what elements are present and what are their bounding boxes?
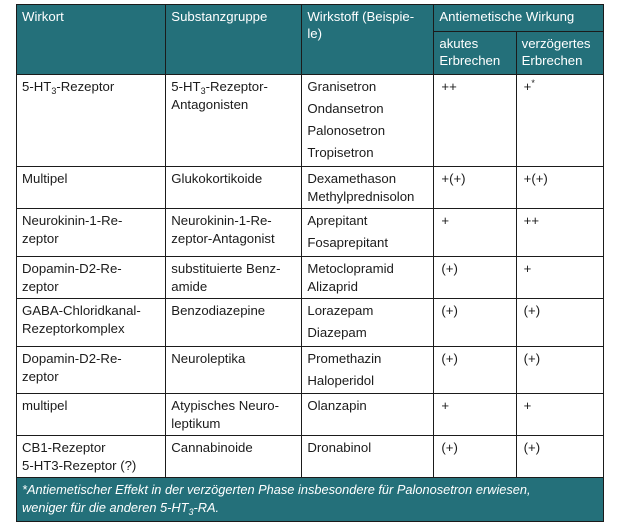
footnote-marker: *: [531, 78, 535, 88]
cell-substanzgruppe: substituierte Benz- amide: [166, 257, 302, 299]
header-akut-line1: akutes: [439, 36, 479, 51]
cell-substanzgruppe: Atypisches Neuro- leptikum: [166, 394, 302, 436]
cell-akut: +: [434, 209, 516, 257]
cell-akut: +: [434, 394, 516, 436]
cell-substanzgruppe: Neurokinin-1-Re- zeptor-Antagonist: [166, 209, 302, 257]
cell-wirkstoff: Aprepitant Fosaprepitant: [302, 209, 434, 257]
footnote-line2: weniger für die anderen $5-HT_3-RA$.: [22, 500, 220, 517]
cell-substanzgruppe: Glukokortikoide: [166, 167, 302, 209]
cell-wirkort: CB1-Rezeptor 5-HT3-Rezeptor (?): [17, 436, 166, 478]
header-akutes-erbrechen: [434, 32, 516, 75]
cell-wirkort: multipel: [17, 394, 166, 436]
cell-wirkstoff: Lorazepam Diazepam: [302, 299, 434, 347]
cell-verzoegert: +: [516, 394, 603, 436]
header-wirkstoff-line1: Wirkstoff (Beispie-: [307, 9, 415, 24]
cell-akut: (+): [434, 436, 516, 478]
cell-substanzgruppe: Benzodiazepine: [166, 299, 302, 347]
header-substanzgruppe: Substanzgruppe: [166, 5, 302, 75]
cell-wirkort: $5-HT_3$-Rezeptor: [17, 75, 166, 167]
cell-verzoegert: +: [516, 257, 603, 299]
cell-akut: (+): [434, 299, 516, 347]
cell-substanzgruppe: Cannabinoide: [166, 436, 302, 478]
header-wirkstoff-line2: le): [307, 26, 323, 41]
antiemetika-table: [16, 4, 604, 522]
cell-wirkstoff: Dexamethason Methylprednisolon: [302, 167, 434, 209]
table-header: [17, 5, 604, 75]
cell-wirkstoff: Olanzapin: [302, 394, 434, 436]
cell-wirkstoff: Dronabinol: [302, 436, 434, 478]
footnote: [17, 478, 604, 522]
table-row: [17, 436, 604, 478]
header-antiemetische-wirkung: Antiemetische Wirkung: [434, 5, 604, 32]
cell-akut: +(+): [434, 167, 516, 209]
table-row: [17, 75, 604, 167]
cell-wirkort: Dopamin-D2-Re- zeptor: [17, 347, 166, 394]
table-row: [17, 209, 604, 257]
table-row: [17, 167, 604, 209]
cell-verzoegert: (+): [516, 299, 603, 347]
cell-verzoegert: (+): [516, 436, 603, 478]
header-verz-line1: verzögertes: [521, 36, 591, 51]
header-akut-line2: Erbrechen: [439, 53, 501, 68]
header-wirkort: Wirkort: [17, 5, 166, 75]
cell-wirkort: Dopamin-D2-Re- zeptor: [17, 257, 166, 299]
footnote-line1: *Antiemetischer Effekt in der verzögerten Phase insbesondere für Palonosetron erwiesen,: [22, 482, 531, 497]
cell-wirkort: GABA-Chloridkanal- Rezeptorkomplex: [17, 299, 166, 347]
table-row: [17, 299, 604, 347]
header-verz-line2: Erbrechen: [521, 53, 583, 68]
cell-substanzgruppe: $5-HT_3-Rezeptor-$ Antagonisten: [166, 75, 302, 167]
header-wirkstoff: [302, 5, 434, 75]
table-row: [17, 347, 604, 394]
header-verzoegertes-erbrechen: [516, 32, 603, 75]
cell-verzoegert: (+): [516, 347, 603, 394]
cell-akut: (+): [434, 257, 516, 299]
cell-wirkort: Multipel: [17, 167, 166, 209]
cell-wirkstoff: Metoclopramid Alizaprid: [302, 257, 434, 299]
cell-akut: ++: [434, 75, 516, 167]
cell-wirkstoff: Granisetron Ondansetron Palonosetron Tropisetron: [302, 75, 434, 167]
antiemetika-table-container: [16, 4, 604, 522]
footnote-row: [17, 478, 604, 522]
cell-wirkort: Neurokinin-1-Re- zeptor: [17, 209, 166, 257]
cell-wirkstoff: Promethazin Haloperidol: [302, 347, 434, 394]
cell-substanzgruppe: Neuroleptika: [166, 347, 302, 394]
cell-verzoegert: ++: [516, 209, 603, 257]
table-row: [17, 394, 604, 436]
cell-akut: (+): [434, 347, 516, 394]
table-row: [17, 257, 604, 299]
cell-verzoegert: +*: [516, 75, 603, 167]
cell-verzoegert: +(+): [516, 167, 603, 209]
